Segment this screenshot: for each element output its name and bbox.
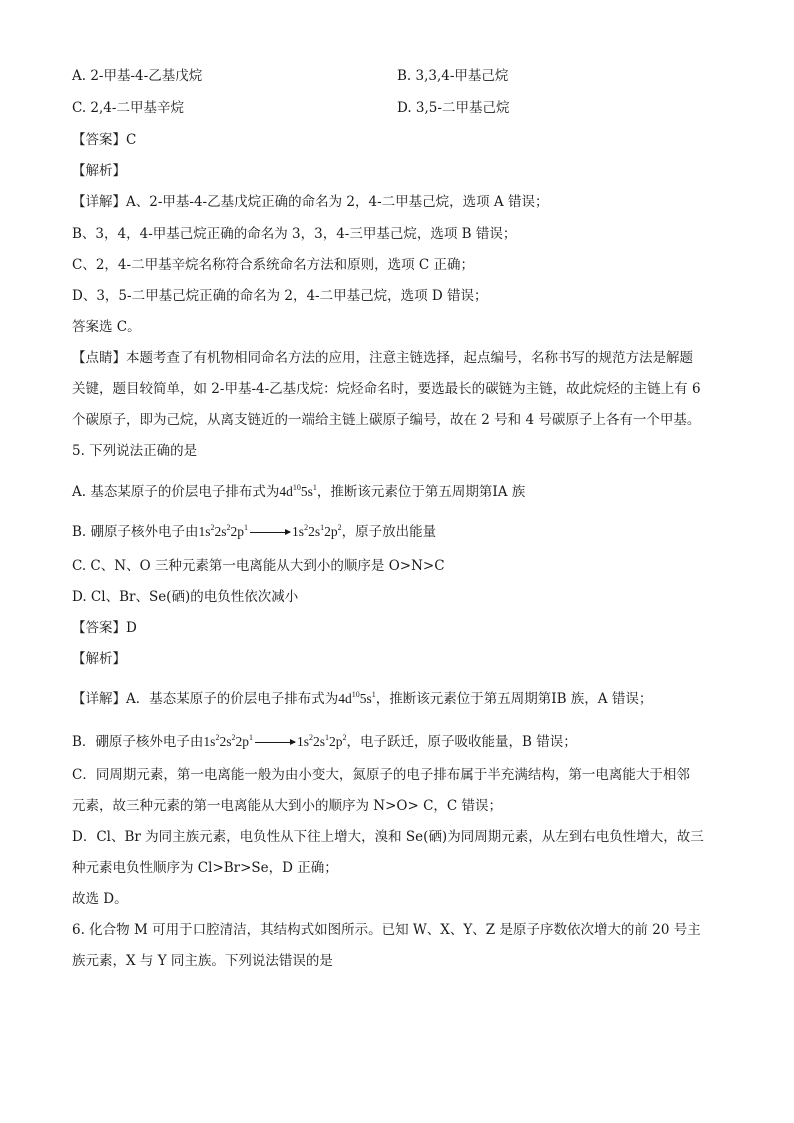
comment-tag: 【点睛】	[72, 350, 126, 366]
answer-tag: 【答案】	[72, 620, 126, 636]
answer-tag: 【答案】	[72, 132, 126, 148]
right-arrow-icon	[250, 532, 290, 533]
q5-detail-b	[72, 728, 722, 752]
orbital-2p-left: 2p	[235, 734, 249, 749]
orbital-2p-right: 2p	[328, 734, 343, 749]
q5-analysis-tag	[72, 649, 722, 669]
q4-comment-2: 关键，题目较简单，如 2-甲基-4-乙基戊烷：烷烃命名时，要选最长的碳链为主链，故此烷烃的主链上有 6	[72, 381, 701, 397]
detail-a-suffix: ，推断该元素位于第五周期第ⅠB 族，A 错误；	[375, 691, 653, 707]
option-a-prefix: A. 基态某原子的价层电子排布式为	[72, 484, 280, 500]
boron-transition-formula	[203, 734, 346, 749]
orbital-5s: 5s	[359, 691, 372, 706]
detail-b-prefix: B．硼原子核外电子由	[72, 734, 204, 750]
q5-option-c: C. C、N、O 三种元素第一电离能从大到小的顺序是 O>N>C	[72, 558, 445, 574]
q4-comment-3: 个碳原子，即为己烷，从离支链近的一端给主链上碳原子编号，故在 2 号和 4 号碳原子上各有一个甲基。	[72, 412, 701, 428]
orbital-2s-right-count: 1	[324, 733, 329, 742]
q4-option-c: C. 2,4-二甲基辛烷	[72, 100, 184, 116]
q6-stem-1: 6. 化合物 M 可用于口腔清洁，其结构式如图所示。已知 W、X、Y、Z 是原子序数依次增大的前 20 号主	[72, 922, 701, 938]
orbital-1s-right-count: 2	[304, 523, 309, 532]
orbital-4d-count: 10	[351, 690, 360, 699]
q5-answer	[72, 618, 722, 638]
q5-detail-d-2: 种元素电负性顺序为 Cl>Br>Se，D 正确；	[72, 860, 338, 876]
q5-detail-c-2: 元素，故三种元素的第一电离能从大到小的顺序为 N>O> C，C 错误；	[72, 798, 503, 814]
orbital-1s-left-count: 2	[210, 523, 215, 532]
orbital-5s: 5s	[300, 484, 313, 499]
valence-config-formula	[279, 484, 317, 499]
detail-b-suffix: ，电子跃迁，原子吸收能量，B 错误；	[346, 734, 577, 750]
answer-value: D	[126, 620, 137, 636]
orbital-1s-left-count: 2	[215, 733, 220, 742]
orbital-2p-right: 2p	[324, 524, 338, 539]
orbital-1s-right: 1s	[292, 524, 305, 539]
orbital-2s-left: 2s	[214, 524, 227, 539]
detail-tag: 【详解】	[72, 691, 126, 707]
q6-stem-2: 族元素，X 与 Y 同主族。下列说法错误的是	[72, 953, 333, 969]
option-a-suffix: ，推断该元素位于第五周期第ⅠA 族	[316, 484, 526, 500]
q4-detail-1	[72, 192, 722, 212]
orbital-2s-right-count: 1	[320, 523, 325, 532]
q5-detail-d-1: D．Cl、Br 为同主族元素，电负性从下往上增大，溴和 Se(硒)为同周期元素，从左到右电负性增大，故三	[72, 829, 704, 845]
orbital-2p-left: 2p	[230, 524, 245, 539]
q5-option-a	[72, 478, 722, 502]
orbital-1s-right: 1s	[296, 734, 309, 749]
orbital-4d: 4d	[338, 691, 352, 706]
orbital-2p-left-count: 1	[244, 523, 249, 532]
orbital-5s-count: 1	[312, 483, 317, 492]
q4-detail-3: C、2，4-二甲基辛烷名称符合系统命名方法和原则，选项 C 正确；	[72, 257, 474, 273]
boron-transition-formula	[199, 524, 342, 539]
right-arrow-icon	[255, 742, 295, 743]
orbital-1s-left: 1s	[203, 734, 216, 749]
q5-conclusion: 故选 D。	[72, 891, 128, 907]
q4-answer	[72, 130, 722, 150]
detail-a-prefix: A．基态某原子的价层电子排布式为	[126, 691, 339, 707]
q5-detail-c-1: C．同周期元素，第一电离能一般为由小变大，氮原子的电子排布属于半充满结构，第一电离能大于相邻	[72, 767, 690, 783]
orbital-4d-count: 10	[292, 483, 301, 492]
q4-detail-2: B、3，4，4-甲基己烷正确的命名为 3，3，4-三甲基己烷，选项 B 错误；	[72, 226, 517, 242]
q4-detail-4: D、3，5-二甲基己烷正确的命名为 2，4-二甲基己烷，选项 D 错误；	[72, 288, 488, 304]
comment-text: 本题考查了有机物相同命名方法的应用，注意主链选择，起点编号，名称书写的规范方法是解题	[126, 350, 693, 366]
orbital-2s-right: 2s	[312, 734, 325, 749]
q4-option-b: B. 3,3,4-甲基己烷	[397, 68, 509, 84]
q5-option-d: D. Cl、Br、Se(硒)的电负性依次减小	[72, 589, 299, 605]
q4-option-a: A. 2-甲基-4-乙基戊烷	[72, 68, 203, 84]
orbital-5s-count: 1	[371, 690, 376, 699]
orbital-2p-right-count: 2	[337, 523, 342, 532]
q4-option-d: D. 3,5-二甲基己烷	[397, 100, 510, 116]
option-b-prefix: B. 硼原子核外电子由	[72, 524, 199, 540]
orbital-1s-left: 1s	[198, 524, 211, 539]
option-b-suffix: ，原子放出能量	[341, 524, 437, 540]
orbital-2s-left-count: 2	[226, 523, 231, 532]
orbital-2s-right: 2s	[308, 524, 321, 539]
orbital-1s-right-count: 2	[308, 733, 313, 742]
q5-option-b	[72, 518, 722, 542]
analysis-tag: 【解析】	[72, 651, 126, 667]
q4-comment-1	[72, 348, 722, 368]
orbital-2s-left: 2s	[219, 734, 232, 749]
q4-analysis-tag	[72, 161, 722, 181]
detail-text: A、2-甲基-4-乙基戊烷正确的命名为 2，4-二甲基己烷，选项 A 错误；	[126, 194, 549, 210]
q5-detail-a	[72, 685, 722, 709]
q5-stem: 5. 下列说法正确的是	[72, 443, 198, 459]
analysis-tag: 【解析】	[72, 163, 126, 179]
orbital-2p-right-count: 2	[342, 733, 347, 742]
orbital-2p-left-count: 1	[248, 733, 253, 742]
orbital-2s-left-count: 2	[231, 733, 236, 742]
orbital-4d: 4d	[279, 484, 293, 499]
answer-value: C	[126, 132, 137, 148]
detail-tag: 【详解】	[72, 194, 126, 210]
q4-conclusion: 答案选 C。	[72, 319, 141, 335]
valence-config-formula	[338, 691, 376, 706]
